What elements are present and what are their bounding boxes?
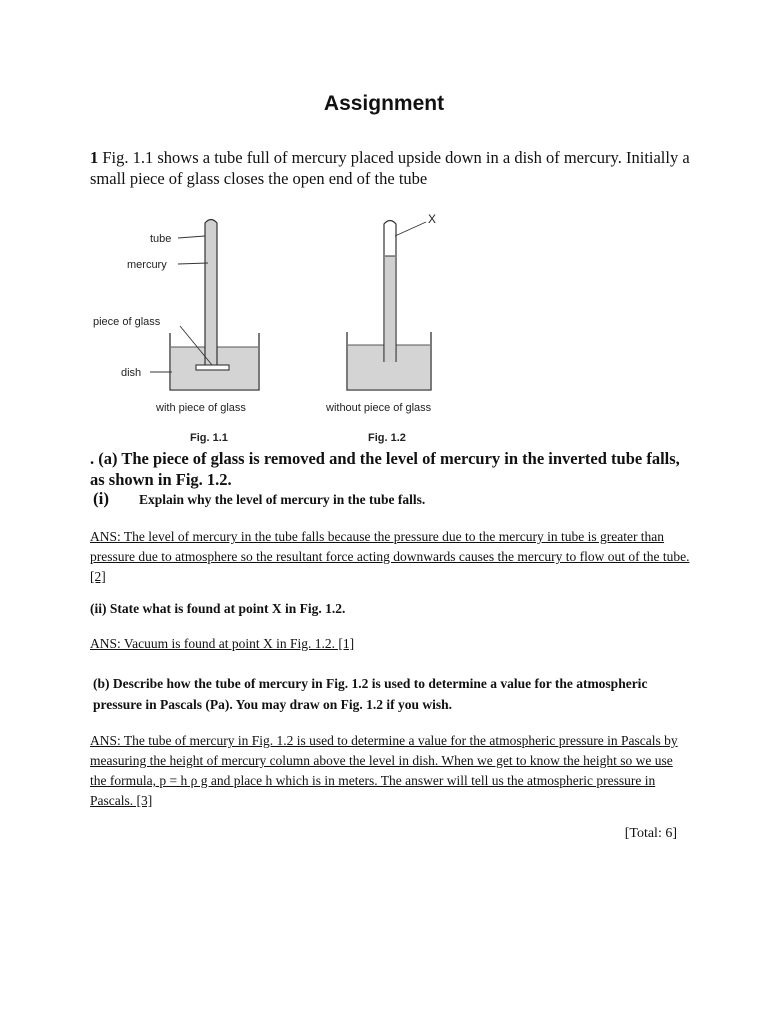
question-1-number: 1 — [90, 148, 99, 167]
question-1-text: Fig. 1.1 shows a tube full of mercury placed upside down in a dish of mercury. Initially a small piece of glass closes the open end of the tube — [90, 148, 690, 188]
page-title: Assignment — [323, 92, 445, 115]
mercury-column-right — [385, 256, 395, 362]
label-mercury: mercury — [127, 259, 167, 271]
fig-1-1-diagram — [93, 220, 259, 445]
answer-b: ANS: The tube of mercury in Fig. 1.2 is used to determine a value for the atmospheric pressure in Pascals by measuring the height of mercury column above the level in dish. When we get to know the height so we use the formula, p = h ρ g and place h which is in meters. The answer will tell us the atmospheric pressure in Pascals. [3] — [90, 733, 678, 808]
fig-1-2-label: Fig. 1.2 — [368, 432, 406, 444]
piece-of-glass — [196, 365, 229, 370]
question-1 — [90, 147, 690, 189]
answer-i: ANS: The level of mercury in the tube falls because the pressure due to the mercury in tube is greater than pressure due to atmosphere so the resultant force acting downwards causes the mercury to flow out of the tube. [2] — [90, 529, 690, 584]
fig-1-2-diagram — [325, 212, 436, 444]
label-tube: tube — [150, 233, 172, 245]
sub-question-ii: (ii) State what is found at point X in Fig. 1.2. — [90, 601, 346, 616]
label-x: X — [428, 212, 437, 226]
total-marks: [Total: 6] — [624, 826, 677, 841]
caption-with-glass: with piece of glass — [156, 402, 246, 414]
part-b-question: (b) Describe how the tube of mercury in Fig. 1.2 is used to determine a value for the atmospheric pressure in Pascals (Pa). You may draw on Fig. 1.2 if you wish. — [93, 676, 648, 712]
caption-without-glass: without piece of glass — [326, 402, 432, 414]
label-dish: dish — [121, 367, 142, 379]
label-piece-of-glass: piece of glass — [93, 316, 161, 328]
mercury-barometer-figure — [0, 200, 768, 450]
sub-question-i-text: Explain why the level of mercury in the tube falls. — [139, 492, 426, 507]
part-a-question: . (a) The piece of glass is removed and the level of mercury in the inverted tube falls, as shown in Fig. 1.2. — [90, 449, 680, 489]
tube-left — [205, 220, 217, 367]
sub-question-i-number: (i) — [93, 489, 110, 508]
answer-ii: ANS: Vacuum is found at point X in Fig. 1.2. [1] — [90, 636, 355, 651]
fig-1-1-label: Fig. 1.1 — [190, 432, 228, 444]
